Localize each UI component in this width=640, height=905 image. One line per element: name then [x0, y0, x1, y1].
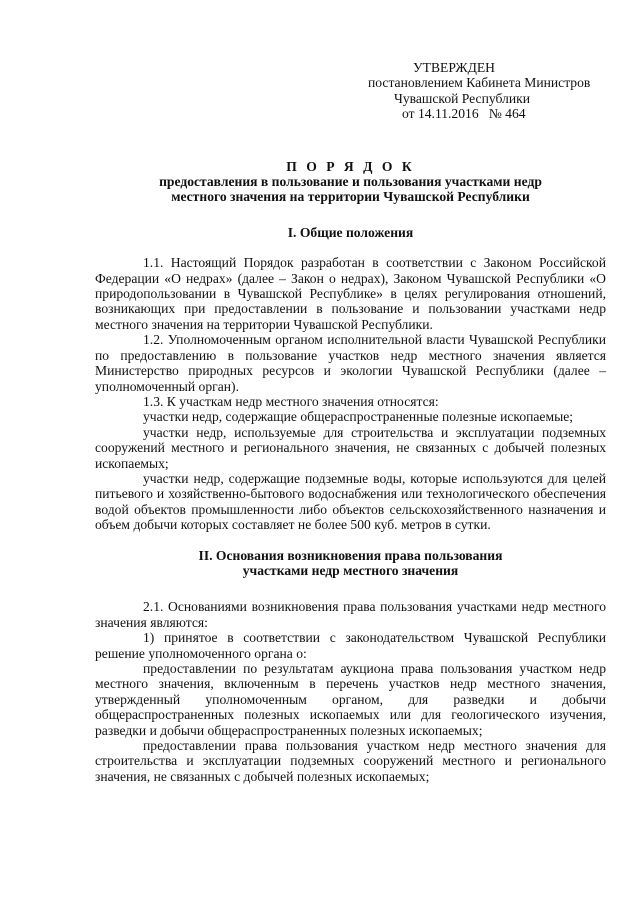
title-word: П О Р Я Д О К — [286, 158, 415, 174]
approval-line-1: постановлением Кабинета Министров — [368, 75, 591, 91]
document-title — [95, 159, 606, 205]
paragraph-1-2: 1.2. Уполномоченным органом исполнительной власти Чувашской Республики по предоставлению в пользование участков недр местного значения является Министерство природных ресурсов и экологии Чувашской Республики (далее – уполномоченный орган). — [95, 332, 606, 394]
approval-line-3: от 14.11.2016 № 464 — [402, 106, 526, 122]
paragraph-1-3-c: участки недр, содержащие подземные воды, которые используются для целей питьевого и хозяйственно-бытового водоснабжения или технологического обеспечения водой объектов промышленности либо объектов сельскохозяйственного назначения и объем добычи которых составляет не более 500 куб. метров в сутки. — [95, 470, 606, 533]
paragraph-1-3-b: участки недр, используемые для строительства и эксплуатации подземных сооружений местного и регионального значения, не связанных с добычей полезных ископаемых; — [95, 424, 606, 471]
paragraph-2-1-1: 1) принятое в соответствии с законодательством Чувашской Республики решение уполномоченного органа о: — [95, 630, 606, 661]
title-line-2: местного значения на территории Чувашской Республики — [171, 189, 530, 205]
section-2-heading-line-2: участками недр местного значения — [242, 562, 459, 578]
paragraph-2-1-1-a: предоставлении по результатам аукциона права пользования участком недр местного значения, включенным в перечень участков недр местного значения, утвержденный уполномоченным органом, для разведки и добычи общераспространенных полезных ископаемых или для геологического изучения, разведки и добычи общераспространенных полезных ископаемых; — [95, 661, 606, 738]
section-2-heading — [95, 548, 606, 579]
paragraph-1-1: 1.1. Настоящий Порядок разработан в соответствии с Законом Российской Федерации «О недрах» (далее – Закон о недрах), Законом Чувашской Республики «О природопользовании в Чувашской Республике» в целях регулирования отношений, возникающих при предоставлении в пользование и пользовании участками недр местного значения на территории Чувашской Республики. — [95, 255, 606, 332]
paragraph-1-3-a: участки недр, содержащие общераспространенные полезные ископаемые; — [143, 409, 574, 425]
section-1-heading: I. Общие положения — [287, 224, 414, 240]
approval-stamp — [368, 60, 606, 122]
paragraph-2-1: 2.1. Основаниями возникновения права пользования участками недр местного значения являются: — [95, 599, 606, 630]
approval-line-2: Чувашской Республики — [394, 90, 530, 106]
title-line-1: предоставления в пользование и пользования участками недр — [159, 174, 542, 190]
approval-title: УТВЕРЖДЕН — [413, 60, 495, 75]
paragraph-2-1-1-b: предоставлении права пользования участком недр местного значения для строительства и эксплуатации подземных сооружений местного и регионального значения, не связанных с добычей полезных ископаемых; — [95, 738, 606, 784]
section-2-heading-line-1: II. Основания возникновения права пользования — [198, 547, 503, 563]
paragraph-1-3: 1.3. К участкам недр местного значения относятся: — [143, 393, 439, 409]
